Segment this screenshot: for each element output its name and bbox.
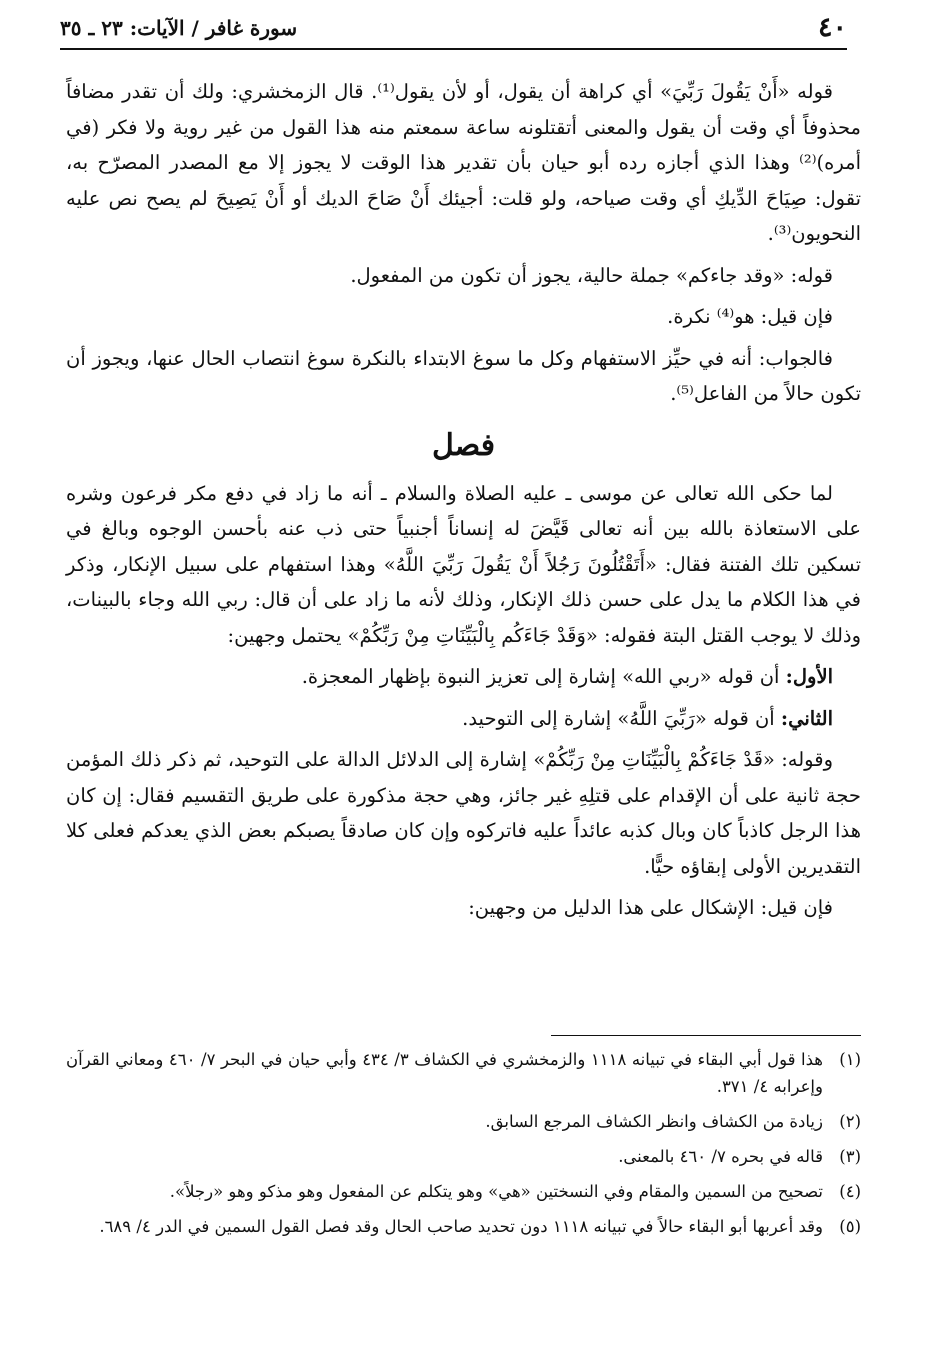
footnote-text: وقد أعربها أبو البقاء حالاً في تبيانه ١١١٨ دون تحديد صاحب الحال وقد فصل القول السمين في الدر ٤/ ٦٨٩. xyxy=(99,1217,823,1236)
footnote-number: (٢) xyxy=(839,1112,861,1131)
second-point xyxy=(66,701,861,737)
footnote-number: (٣) xyxy=(839,1147,861,1166)
main-text xyxy=(66,74,861,932)
first-point-text: أن قوله «ربي الله» إشارة إلى تعزيز النبوة بإظهار المعجزة. xyxy=(301,665,780,688)
footnote-text: هذا قول أبي البقاء في تبيانه ١١١٨ والزمخشري في الكشاف ٣/ ٤٣٤ وأبي حيان في البحر ٧/ ٤٦٠ ومعاني القرآن وإعرابه ٤/ ٣٧١. xyxy=(66,1050,823,1096)
paragraph-4: فالجواب: أنه في حيِّز الاستفهام وكل ما سوغ الابتداء بالنكرة سوغ انتصاب الحال عنها، ويجوز أن تكون حالاً من الفاعل⁽⁵⁾. xyxy=(66,346,861,405)
page-number: ٤٠ xyxy=(817,12,847,43)
paragraph-6: وقوله: «قَدْ جَاءَكُمْ بِالْبَيِّنَاتِ مِنْ رَبِّكُمْ» إشارة إلى الدلائل الدالة على التوحيد، ثم ذكر ذلك المؤمن حجة ثانية على أن الإقدام على قتلِهِ غير جائز، وهي حجة مذكورة على طريق التقسيم فقال: إن كان هذا الرجل كاذباً كان وبال كذبه عائداً عليه فاتركوه وإن كان صادقاً يصبكم بعض الذي يعدكم فعلى كلا التقديرين الأولى إبقاؤه حيًّا. xyxy=(66,748,861,878)
footnote xyxy=(66,1046,861,1100)
footnote-text: تصحيح من السمين والمقام وفي النسختين «هي» وهو يتكلم عن المفعول وهو مذكو وهو «رجلاً». xyxy=(169,1182,823,1201)
footnote-text: قاله في بحره ٧/ ٤٦٠ بالمعنى. xyxy=(618,1147,823,1166)
running-title: سورة غافر / الآيات: ٢٣ ـ ٣٥ xyxy=(60,16,298,40)
section-title: فصل xyxy=(431,427,496,463)
footnote xyxy=(66,1108,861,1135)
footnote-number: (٥) xyxy=(839,1217,861,1236)
first-point-label: الأول: xyxy=(785,665,833,688)
header-rule xyxy=(60,48,847,50)
second-point-label: الثاني: xyxy=(780,706,833,730)
paragraph-7: فإن قيل: الإشكال على هذا الدليل من وجهين: xyxy=(468,896,833,919)
page-header xyxy=(60,8,847,48)
footnotes xyxy=(66,1046,861,1248)
paragraph-1: قوله «أَنْ يَقُولَ رَبِّيَ» أي كراهة أن يقول، أو لأن يقول⁽¹⁾. قال الزمخشري: ولك أن تقدر مضافاً محذوفاً أي وقت أن يقول والمعنى أتقتلونه ساعة سمعتم منه هذا القول من غير روية ولا فكر (في أمره)⁽²⁾ وهذا الذي أجازه رده أبو حيان بأن تقدير هذا الوقت لا يجوز إلا مع المصدر المصرّح به، تقول: صِيَاحَ الدِّيكِ أي وقت صياحه، ولو قلت: أجيئك أَنْ صَاحَ الديك أو أَنْ يَصِيحَ لم يصح نص عليه النحويون⁽³⁾. xyxy=(66,80,861,245)
footnote xyxy=(66,1213,861,1240)
footnote xyxy=(66,1143,861,1170)
footnote-number: (١) xyxy=(839,1050,861,1069)
footnote xyxy=(66,1178,861,1205)
second-point-text: أن قوله «رَبِّيَ اللَّهُ» إشارة إلى التوحيد. xyxy=(462,706,775,730)
footnote-rule xyxy=(551,1035,861,1036)
footnote-text: زيادة من الكشاف وانظر الكشاف المرجع السابق. xyxy=(485,1112,823,1131)
footnote-number: (٤) xyxy=(839,1182,861,1201)
first-point xyxy=(66,659,861,695)
paragraph-5: لما حكى الله تعالى عن موسى ـ عليه الصلاة والسلام ـ أنه ما زاد في دفع مكر فرعون وشره على الاستعاذة بالله بين أنه تعالى قَيَّضَ له إنساناً أجنبياً حتى ذب عنه بأحسن الوجوه وبالغ في تسكين تلك الفتنة فقال: «أَتَقْتُلُونَ رَجُلاً أَنْ يَقُولَ رَبِّيَ اللَّهُ» وهذا استفهام على سبيل الإنكار، وذكر في هذا الكلام ما يدل على حسن ذلك الإنكار، وذلك لأنه ما زاد على أن قال: ربي الله وجاء بالبينات، وذلك لا يوجب القتل البتة فقوله: «وَقَدْ جَاءَكُم بِالْبَيِّنَاتِ مِنْ رَبِّكُمْ» يحتمل وجهين: xyxy=(66,481,861,647)
paragraph-2: قوله: «وقد جاءكم» جملة حالية، يجوز أن تكون من المفعول. xyxy=(350,263,833,287)
paragraph-3: فإن قيل: هو⁽⁴⁾ نكرة. xyxy=(667,305,833,328)
